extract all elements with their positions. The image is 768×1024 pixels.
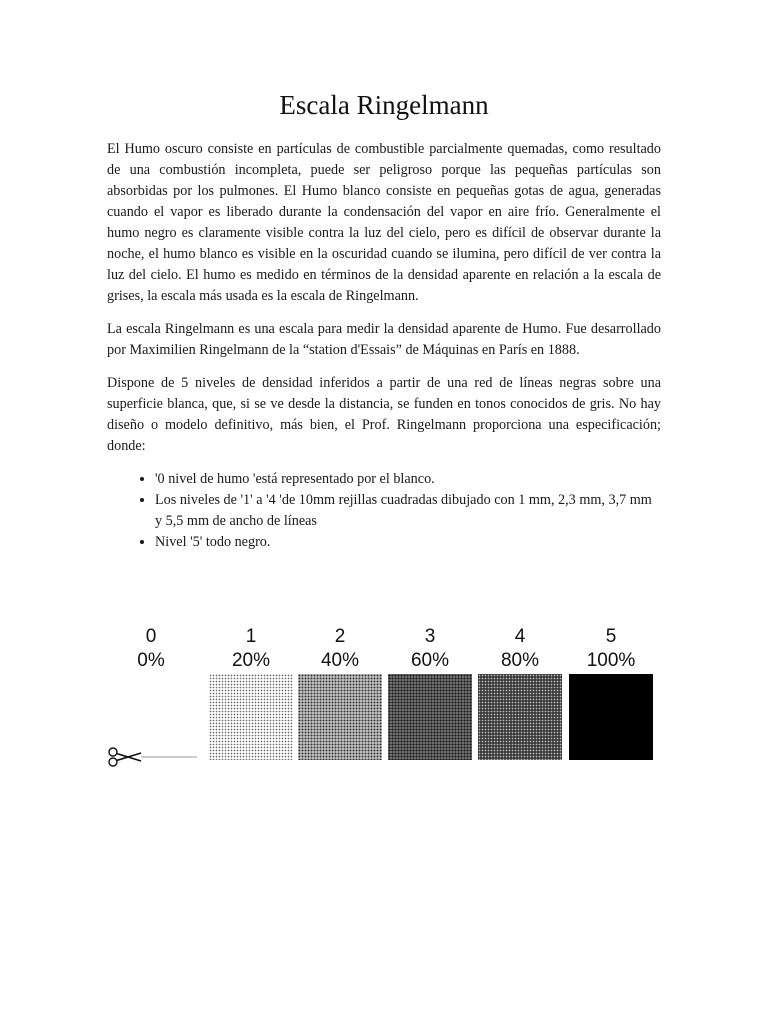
list-item: • Los niveles de '1' a '4 'de 10mm rejillas cuadradas dibujado con 1 mm, 2,3 mm, 3,7 mm y 5,5 mm de ancho de líneas [155, 490, 661, 532]
list-item: • '0 nivel de humo 'está representado por el blanco. [155, 469, 661, 490]
level-number: 5 [605, 626, 617, 647]
scale-level-2 [298, 618, 382, 672]
level-percent: 20% [231, 650, 271, 671]
paragraph-niveles: Dispone de 5 niveles de densidad inferidos a partir de una red de líneas negras sobre una superficie blanca, que, si se ve desde la distancia, se funden en tonos conocidos de gris. No hay diseño o modelo definitivo, más bien, el Prof. Ringelmann proporciona una especificación; donde: [107, 375, 661, 454]
swatch-level-4 [478, 674, 562, 760]
paragraph-humo: El Humo oscuro consiste en partículas de combustible parcialmente quemadas, como resultado de una combustión incompleta, puede ser peligroso porque las pequeñas partículas son absorbidas por los pulmones. El Humo blanco consiste en pequeñas gotas de agua, generadas cuando el vapor es liberado durante la condensación del vapor en aire frío. Generalmente el humo negro es claramente visible contra la luz del cielo, pero es difícil de observar durante la noche, el humo blanco es visible en la oscuridad cuando se ilumina, pero difícil de ver contra la luz del cielo. El humo es medido en términos de la densidad aparente en relación a la escala de grises, la escala más usada es la escala de Ringelmann. [107, 141, 661, 304]
scissors-icon [107, 746, 197, 768]
level-percent: 0% [137, 650, 165, 671]
level-number: 2 [334, 626, 346, 647]
page-title: Escala Ringelmann [279, 90, 489, 120]
scale-level-3 [388, 618, 472, 672]
level-percent: 60% [410, 650, 450, 671]
level-number: 3 [424, 626, 436, 647]
specification-list [107, 469, 661, 553]
paragraph-escala: La escala Ringelmann es una escala para medir la densidad aparente de Humo. Fue desarrollado por Maximilien Ringelmann de la “station d'Essais” de Máquinas en París en 1888. [107, 321, 661, 358]
scale-level-0 [109, 618, 193, 672]
level-percent: 40% [320, 650, 360, 671]
level-number: 1 [245, 626, 257, 647]
level-number: 0 [145, 626, 157, 647]
scale-level-1 [209, 618, 293, 672]
swatch-level-1 [209, 674, 293, 760]
ringelmann-scale-figure [107, 618, 661, 764]
document-page [107, 90, 661, 553]
list-item: • Nivel '5' todo negro. [155, 532, 661, 553]
swatch-level-5 [569, 674, 653, 760]
scale-level-5 [569, 618, 653, 672]
level-percent: 80% [500, 650, 540, 671]
scale-level-4 [478, 618, 562, 672]
level-percent: 100% [586, 650, 636, 671]
level-number: 4 [514, 626, 526, 647]
swatch-level-3 [388, 674, 472, 760]
swatch-level-2 [298, 674, 382, 760]
